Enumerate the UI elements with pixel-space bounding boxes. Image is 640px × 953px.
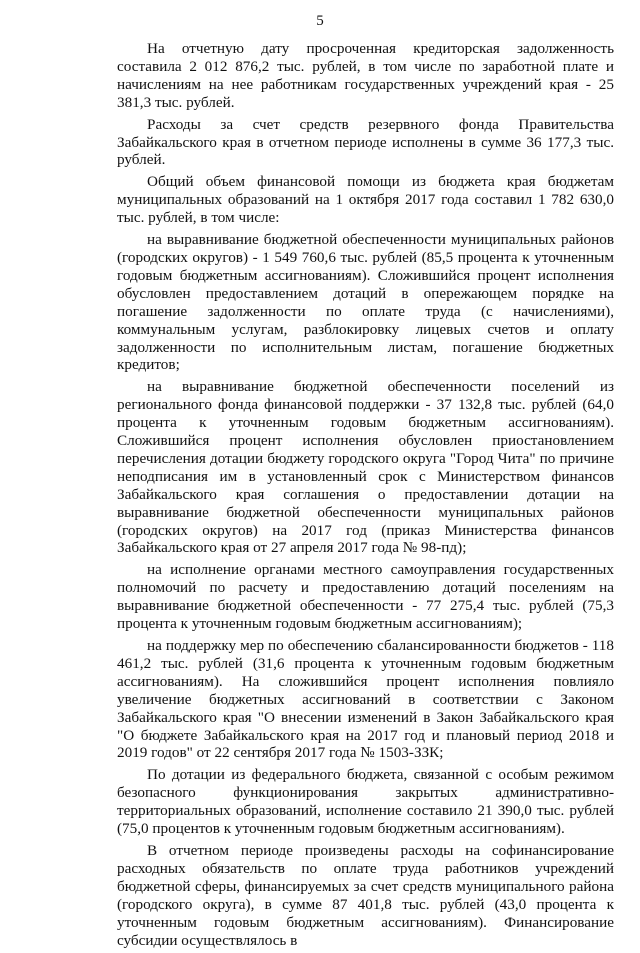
paragraph-cofinancing: В отчетном периоде произведены расходы на софинансирование расходных обязательств по оплате труда работников учреждений бюджетной сферы, финансируемых за счет средств муниципального района (городского округа), в сумме 87 401,8 тыс. рублей (43,0 процента к уточненным годовым бюджетным ассигнованиям). Финансирование субсидии осуществлялось в (117, 841, 614, 949)
page-number: 5 (316, 13, 324, 29)
document-body (117, 40, 614, 953)
paragraph-state-powers: на исполнение органами местного самоуправления государственных полномочий по расчету и предоставлению дотаций поселениям на выравнивание бюджетной обеспеченности - 77 275,4 тыс. рублей (75,3 процента к уточненным годовым бюджетным ассигнованиям); (117, 561, 614, 633)
paragraph-budget-balance: на поддержку мер по обеспечению сбалансированности бюджетов - 118 461,2 тыс. рублей (31,6 процента к уточненным годовым бюджетным ассигнованиям). На сложившийся процент исполнения повлияло увеличение бюджетных ассигнований в соответствии с Законом Забайкальского края "О внесении изменений в Закон Забайкальского края "О бюджете Забайкальского края на 2017 год и плановый период 2018 и 2019 годов" от 22 сентября 2017 года № 1503-ЗЗК; (117, 637, 614, 762)
paragraph-overdue-debt: На отчетную дату просроченная кредиторская задолженность составила 2 012 876,2 тыс. рублей, в том числе по заработной плате и начислениям на нее работникам государственных учреждений края - 25 381,3 тыс. рублей. (117, 40, 614, 111)
paragraph-federal-grant: По дотации из федерального бюджета, связанной с особым режимом безопасного функционирования закрытых административно-территориальных образований, исполнение составило 21 390,0 тыс. рублей (75,0 процентов к уточненным годовым бюджетным ассигнованиям). (117, 766, 614, 838)
paragraph-reserve-fund: Расходы за счет средств резервного фонда Правительства Забайкальского края в отчетном периоде исполнены в сумме 36 177,3 тыс. рублей. (117, 115, 614, 169)
paragraph-financial-aid-total: Общий объем финансовой помощи из бюджета края бюджетам муниципальных образований на 1 октября 2017 года составил 1 782 630,0 тыс. рублей, в том числе: (117, 173, 614, 227)
paragraph-settlement-equalization: на выравнивание бюджетной обеспеченности поселений из регионального фонда финансовой поддержки - 37 132,8 тыс. рублей (64,0 процента к уточненным годовым бюджетным ассигнованиям). Сложившийся процент исполнения обусловлен приостановлением перечисления дотации бюджету городского округа "Город Чита" по причине неподписания им в установленный срок с Министерством финансов Забайкальского края соглашения о предоставлении дотации на выравнивание бюджетной обеспеченности муниципальных районов (городских округов) на 2017 год (приказ Министерства финансов Забайкальского края от 27 апреля 2017 года № 98-пд); (117, 378, 614, 557)
paragraph-municipal-equalization: на выравнивание бюджетной обеспеченности муниципальных районов (городских округов) - 1 549 760,6 тыс. рублей (85,5 процента к уточненным годовым бюджетным ассигнованиям). Сложившийся процент исполнения обусловлен предоставлением дотаций в опережающем порядке на погашение задолженности по оплате труда (с начислениями), коммунальным услугам, разблокировку лицевых счетов и оплату задолженности по исполнительным листам, погашение бюджетных кредитов; (117, 231, 614, 374)
